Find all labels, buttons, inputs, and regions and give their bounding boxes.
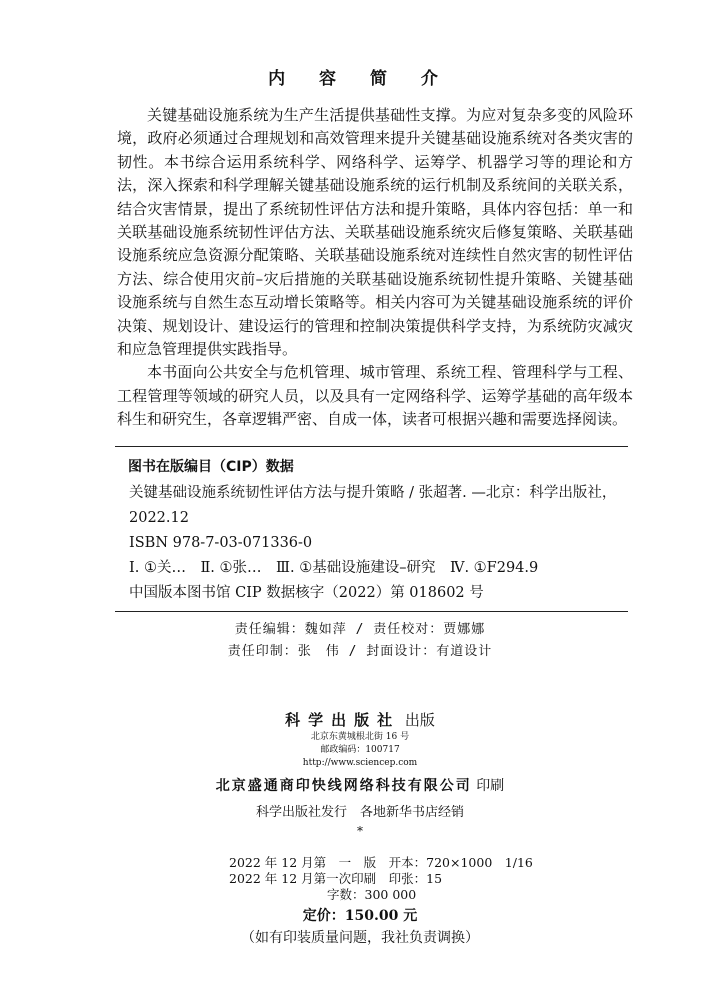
summary-paragraph-2: 本书面向公共安全与危机管理、城市管理、系统工程、管理科学与工程、工程管理等领域的研究人员，以及具有一定网络科学、运筹学基础的高年级本科生和研究生，各章逻辑严密、自成一体，读者可根据兴趣和需要选择阅读。 <box>117 363 633 429</box>
cip-verification: 中国版本图书馆 CIP 数据核字（2022）第 018602 号 <box>129 585 484 601</box>
publisher-action: 出版 <box>404 711 435 729</box>
page-title: 内 容 简 介 <box>268 69 452 89</box>
printer-name: 北京盛通商印快线网络科技有限公司 <box>215 778 472 794</box>
separator-asterisk: * <box>357 824 363 838</box>
edition-line-2: 2022 年 12 月第一次印刷 印张：15 <box>229 871 443 886</box>
cip-bottom-rule <box>115 611 628 612</box>
summary-section <box>117 104 633 432</box>
cip-top-rule <box>115 446 628 447</box>
cip-classification: Ⅰ. ①关… Ⅱ. ①张… Ⅲ. ①基础设施建设–研究 Ⅳ. ①F294.9 <box>129 560 539 576</box>
staff-line-printing: 责任印制：张 伟 / 封面设计：有道设计 <box>227 644 493 659</box>
publisher-line <box>0 709 720 730</box>
publisher-address: 北京东黄城根北街 16 号 <box>310 732 410 742</box>
cip-isbn: ISBN 978-7-03-071336-0 <box>129 535 313 551</box>
cip-record <box>119 481 627 531</box>
publisher-postcode: 邮政编码：100717 <box>320 745 400 755</box>
printer-action: 印刷 <box>476 778 505 794</box>
quality-notice: （如有印装质量问题，我社负责调换） <box>241 930 479 946</box>
cip-heading: 图书在版编目（CIP）数据 <box>128 459 294 475</box>
printer-line <box>0 775 720 795</box>
edition-line-1: 2022 年 12 月第 一 版 开本：720×1000 1/16 <box>229 855 533 870</box>
staff-line-editors: 责任编辑：魏如萍 / 责任校对：贾娜娜 <box>234 622 486 637</box>
cip-record-text: 关键基础设施系统韧性评估方法与提升策略 / 张超著. —北京：科学出版社，2022.12 <box>129 485 617 526</box>
edition-line-3: 字数：300 000 <box>327 887 417 902</box>
price: 定价：150.00 元 <box>302 908 418 924</box>
publisher-url: http://www.sciencep.com <box>302 758 418 768</box>
distribution-line: 科学出版社发行 各地新华书店经销 <box>255 805 464 820</box>
summary-paragraph-1: 关键基础设施系统为生产生活提供基础性支撑。为应对复杂多变的风险环境，政府必须通过合理规划和高效管理来提升关键基础设施系统对各类灾害的韧性。本书综合运用系统科学、网络科学、运筹学、机器学习等的理论和方法，深入探索和科学理解关键基础设施系统的运行机制及系统间的关联关系，结合灾害情景，提出了系统韧性评估方法和提升策略，具体内容包括：单一和关联基础设施系统韧性评估方法、关联基础设施系统灾后修复策略、关联基础设施系统应急资源分配策略、关联基础设施系统对连续性自然灾害的韧性评估方法、综合使用灾前–灾后措施的关联基础设施系统韧性提升策略、关键基础设施系统与自然生态互动增长策略等。相关内容可为关键基础设施系统的评价决策、规划设计、建设运行的管理和控制决策提供科学支持，为系统防灾减灾和应急管理提供实践指导。 <box>117 106 633 359</box>
publisher-name: 科学出版社 <box>285 711 401 729</box>
